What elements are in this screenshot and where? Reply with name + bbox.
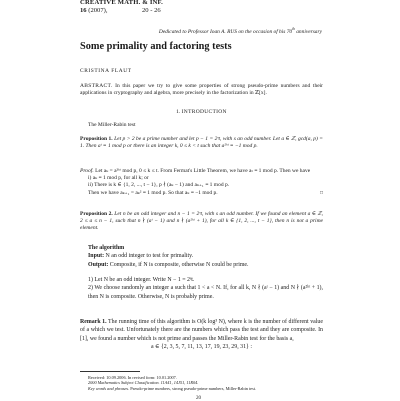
proof-case-ii: ii) There is k ∈ {1, 2, ..., t − 1}, p ∤ (aₖ − 1) and aₖ₊₁ ≡ 1 mod p. [88, 182, 230, 189]
proof [80, 168, 323, 197]
proof-line1: Let aₖ = a²ᵏᵗ mod p, 0 ≤ k ≤ t. From Fermat's Little Theorem, we have aₜ ≡ 1 mod p. Then we have [95, 168, 311, 174]
prop1-label: Proposition 1. [80, 136, 113, 142]
author-name: CRISTINA FLAUT [80, 68, 132, 74]
journal-name: CREATIVE MATH. & INF. [80, 0, 164, 6]
dedication-tail: anniversary [294, 28, 322, 35]
algorithm-output-label: Output: [88, 261, 109, 268]
prop2-label: Proposition 2. [80, 211, 113, 217]
prop2-text: Let n be an odd integer and n − 1 = 2ˢt, with s an odd number. If we found an element a ∈ ℤ, 2 ≤ a ≤ n − 1, such that n ∤ (aᵗ − 1) and n ∤ (a²ᵏᵗ + 1), for all k ∈ {1, 2, ..., t − 1}, then n is not a prime element. [80, 211, 323, 232]
footnote-msc: 2000 Mathematics Subject Classification. 11A41, 14J51, 11R04. [88, 380, 199, 386]
algorithm-step-2: 2) We choose randomly an integer a such that 1 < a < N. If, for all k, N ∤ (aᵗ − 1) and N ∤ (a²ᵏᵗ + 1), then N is composite. Otherwise, N is probably prime. [88, 285, 323, 300]
algorithm-steps [80, 276, 323, 301]
journal-volume [80, 7, 107, 14]
abstract-text: In this paper we try to give some properties of strong pseudo-prime numbers and their applications in cryptography and algebra, more precisely in the factorization in ℤ[x]. [80, 83, 323, 97]
algorithm-step-1: 1) Let N be an odd integer. Write N − 1 = 2ˢt. [88, 277, 195, 283]
algorithm-heading: The algorithm [88, 245, 125, 251]
dedication-text: Dedicated to Professor Ioan A. RUS on the occasion of his 70 [158, 28, 293, 35]
proposition-2 [80, 211, 323, 233]
prop1-text: Let p > 2 be a prime number and let p − 1 = 2ˢt, with s an odd number. Let a ∈ ℤ, gcd(a, p) = 1. Then aᵗ ≡ 1 mod p or there is an integer k, 0 ≤ k < t such that a²ᵏᵗ ≡ −1 mod p. [80, 136, 323, 150]
dedication-sup: th [292, 27, 295, 31]
footnotes [80, 375, 323, 391]
journal-pages: 20 - 26 [142, 7, 161, 14]
proof-then: Then we have aₖ₊₁ = aₖ² ≡ 1 mod p. So that aₖ ≡ −1 mod p. [88, 189, 218, 196]
footnote-received: Received: 10.09.2006. In revised form: 10.01.2007. [88, 375, 177, 380]
section-number: 1. [176, 109, 181, 115]
footnote-keywords: Pseudo-prime numbers, strong pseudo-prime numbers, Miller-Rabin test. [130, 385, 257, 391]
page-number: 20 [196, 396, 201, 401]
algorithm-output-text: Composite, if N is composite, otherwise N could be prime. [109, 261, 249, 268]
footnote-keywords-label: Key words and phrases. [88, 385, 130, 391]
algorithm [88, 244, 323, 269]
paper-title: Some primality and factoring tests [80, 41, 232, 52]
footnote-rule [80, 371, 140, 372]
abstract-label: ABSTRACT. [80, 83, 113, 89]
remark1-label: Remark 1. [80, 319, 107, 325]
volume-year: (2007), [88, 7, 108, 14]
proposition-1 [80, 136, 323, 150]
subsection-title: The Miller-Rabin test [88, 122, 136, 128]
volume-number: 16 [80, 7, 87, 14]
dedication [159, 27, 322, 35]
abstract [80, 83, 323, 97]
proof-label: Proof. [80, 168, 94, 174]
algorithm-input-text: N an odd integer to test for primality. [105, 253, 194, 260]
proof-case-i: i) aₖ ≡ 1 mod p, for all k; or [88, 175, 149, 182]
algorithm-input-label: Input: [88, 253, 105, 260]
remark1-set: a ∈ {2, 3, 5, 7, 11, 13, 17, 19, 23, 29, 31} : [151, 343, 252, 350]
remark-1 [80, 318, 323, 351]
remark1-text: The running time of this algorithm is O(k log³ N), where k is the number of different value of a which we test. Unfortunately there are the numbers which pass the test and they are composite. In [1], we found a number which is not prime and passes the Miller-Rabin test for the basis a, [80, 319, 323, 342]
section-title: INTRODUCTION [181, 109, 227, 115]
section-heading [80, 109, 323, 116]
qed-symbol: □ [319, 190, 323, 196]
